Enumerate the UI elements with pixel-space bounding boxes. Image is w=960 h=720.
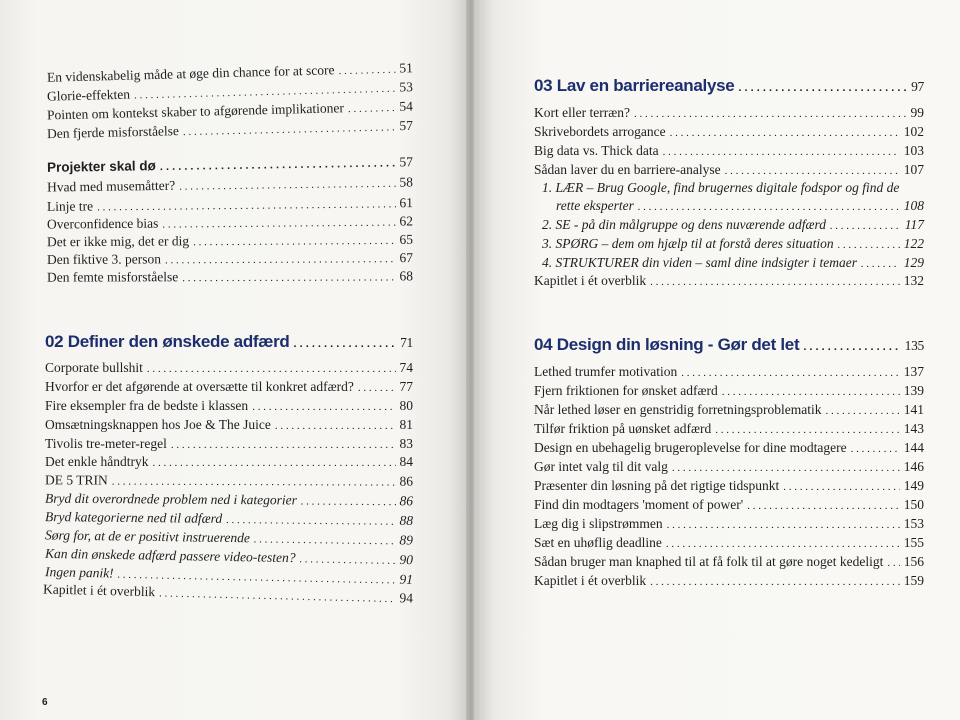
toc-entry: Kapitlet i ét overblik . . . 132 — [534, 272, 924, 291]
toc-entry: Det er ikke mig, det er dig . . . 65 — [47, 231, 413, 253]
toc-entry: rette eksperter . . . 108 — [556, 197, 924, 216]
page-number: 6 — [42, 697, 48, 708]
toc-entry: Præsenter din løsning på det rigtige tidspunkt . . . 149 — [534, 477, 924, 496]
chapter-heading-04: 04 Design din løsning - Gør det let . . . 135 — [534, 336, 924, 356]
toc-entry: Hvad med musemåtter? . . . 58 — [47, 173, 413, 197]
toc-entry: Fjern friktionen for ønsket adfærd . . . 139 — [534, 382, 924, 401]
toc-entry: Den fiktive 3. person . . . 67 — [47, 249, 413, 270]
toc-entry: Det enkle håndtryk . . . 84 — [45, 453, 413, 472]
chapter-heading-03: 03 Lav en barriereanalyse . . . 97 — [534, 77, 924, 97]
toc-entry: Sørg for, at de er positivt instruerende . . . 89 — [45, 526, 413, 550]
toc-entry: Den femte misforståelse . . . 68 — [47, 267, 413, 287]
toc-entry: Kan din ønskede adfærd passere video-testen? . . . 90 — [45, 545, 413, 570]
chapter-heading-02: 02 Definer den ønskede adfærd . . . 71 — [45, 333, 413, 353]
toc-entry: Design en ubehagelig brugeroplevelse for dine modtagere . . . 144 — [534, 439, 924, 458]
toc-entry: 1. LÆR – Brug Google, find brugernes digitale fodspor og find de — [542, 180, 900, 195]
toc-entry: 2. SE - på din målgruppe og dens nuværende adfærd . . . 117 — [542, 216, 924, 235]
toc-entry: Læg dig i slipstrømmen . . . 153 — [534, 515, 924, 534]
toc-entry: Omsætningsknappen hos Joe & The Juice . . . 81 — [45, 416, 413, 435]
toc-entry: Sådan bruger man knaphed til at få folk til at gøre noget kedeligt . . . 156 — [534, 553, 924, 572]
toc-entry: 4. STRUKTURER din viden – saml dine indsigter i temaer . . . 129 — [542, 254, 924, 273]
toc-entry: En videnskabelig måde at øge din chance for at score . . . 51 — [47, 59, 413, 88]
toc-entry: Corporate bullshit . . . 74 — [45, 359, 413, 378]
left-page — [0, 0, 468, 720]
toc-entry: DE 5 TRIN . . . 86 — [45, 471, 413, 491]
toc-entry: Kapitlet i ét overblik . . . 94 — [43, 580, 413, 608]
toc-entry: Find din modtagers 'moment of power' . . . 150 — [534, 496, 924, 515]
toc-entry: Glorie-effekten . . . 53 — [47, 78, 413, 107]
toc-entry: Fire eksempler fra de bedste i klassen . . . 80 — [45, 397, 413, 416]
toc-entry: Den fjerde misforståelse . . . 57 — [47, 117, 413, 144]
toc-entry: Kapitlet i ét overblik . . . 159 — [534, 572, 924, 591]
toc-entry: Skrivebordets arrogance . . . 102 — [534, 123, 924, 142]
toc-entry: Ingen panik! . . . 91 — [45, 563, 413, 590]
toc-entry: Linje tre . . . 61 — [47, 194, 413, 217]
toc-entry: Overconfidence bias . . . 62 — [47, 212, 413, 234]
toc-entry: Sæt en uhøflig deadline . . . 155 — [534, 534, 924, 553]
toc-entry: Kort eller terræn? . . . 99 — [534, 104, 924, 123]
toc-entry: Gør intet valg til dit valg . . . 146 — [534, 458, 924, 477]
toc-entry: Pointen om kontekst skaber to afgørende implikationer . . . 54 — [47, 98, 413, 126]
right-page — [474, 0, 960, 720]
toc-entry: Bryd dit overordnede problem ned i kategorier . . . 86 — [45, 490, 413, 512]
toc-entry: Hvorfor er det afgørende at oversætte til konkret adfærd? . . . 77 — [45, 378, 413, 397]
toc-entry: Lethed trumfer motivation . . . 137 — [534, 363, 924, 382]
toc-entry: Sådan laver du en barriere-analyse . . . 107 — [534, 161, 924, 180]
section-heading-projekter: Projekter skal dø . . . 57 — [47, 153, 413, 178]
toc-entry: Tilfør friktion på uønsket adfærd . . . 143 — [534, 420, 924, 439]
toc-entry: Tivolis tre-meter-regel . . . 83 — [45, 435, 413, 454]
toc-entry: 3. SPØRG – dem om hjælp til at forstå deres situation . . . 122 — [542, 235, 924, 254]
toc-entry: Big data vs. Thick data . . . 103 — [534, 142, 924, 161]
toc-entry: Bryd kategorierne ned til adfærd . . . 88 — [45, 508, 413, 531]
toc-entry: Når lethed løser en genstridig forretningsproblematik . . . 141 — [534, 401, 924, 420]
